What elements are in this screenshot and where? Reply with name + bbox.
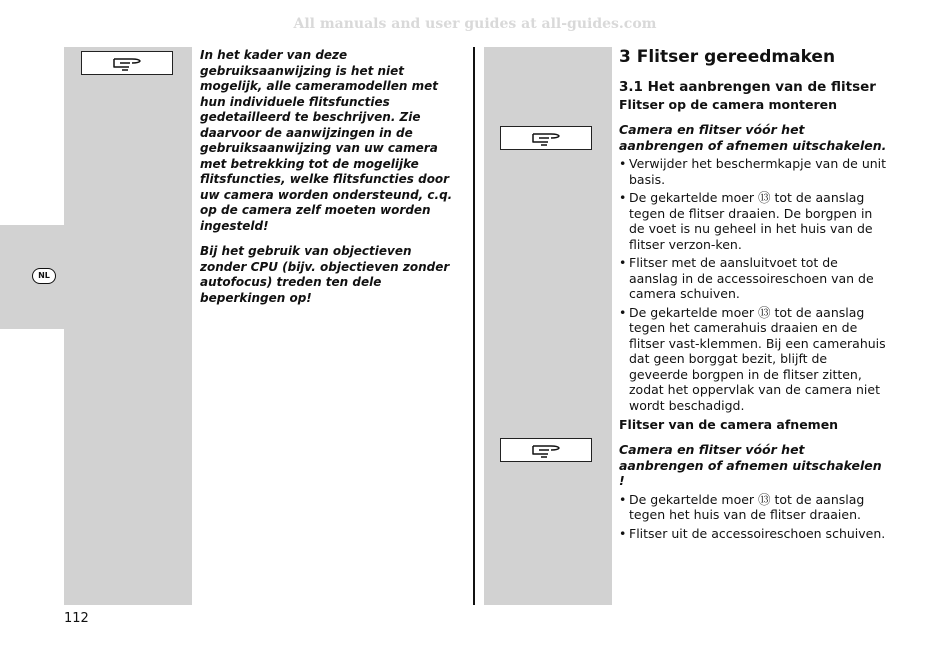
cpu-lens-note: Bij het gebruik van objectieven zonder CPU (bijv. objectieven zonder autofocus) treden ten dele beperkingen op! [200, 244, 450, 305]
left-margin-column [64, 47, 192, 605]
list-item: • De gekartelde moer ⑬ tot de aanslag tegen het camerahuis draaien en de flitser vast-klemmen. Bij een camerahuis dat geen borggat bezit, blijft de geveerde borgpen in de flitser zitten, zodat het oppervlak van de camera niet wordt beschadigd. [619, 305, 887, 414]
language-badge: NL [32, 268, 56, 284]
remove-heading: Flitser van de camera afnemen [619, 417, 839, 432]
pointing-hand-icon [531, 130, 563, 146]
mount-heading: Flitser op de camera monteren [619, 97, 837, 112]
note-hand-icon-box-mount [500, 126, 592, 150]
watermark: All manuals and user guides at all-guides.com [293, 16, 657, 32]
left-notes [200, 48, 462, 316]
mount-note: Camera en flitser vóór het aanbrengen of afnemen uitschakelen. [619, 122, 887, 153]
list-item: • Flitser uit de accessoireschoen schuiven. [619, 526, 887, 542]
list-item: • De gekartelde moer ⑬ tot de aanslag tegen de flitser draaien. De borgpen in de voet is nu geheel in het huis van de flitser verzon-ken. [619, 190, 887, 252]
page-divider [473, 47, 475, 605]
note-hand-icon-box-remove [500, 438, 592, 462]
note-hand-icon-box-left [81, 51, 173, 75]
remove-steps [619, 492, 887, 542]
list-item: • Verwijder het beschermkapje van de unit basis. [619, 156, 887, 187]
mount-steps [619, 156, 887, 413]
remove-note: Camera en flitser vóór het aanbrengen of afnemen uitschakelen ! [619, 442, 882, 488]
pointing-hand-icon [531, 442, 563, 458]
right-content [619, 47, 887, 544]
section-title: 3 Flitser gereedmaken [619, 47, 836, 67]
page-number: 112 [64, 611, 89, 626]
camera-models-note: In het kader van deze gebruiksaanwijzing is het niet mogelijk, alle cameramodellen met hun individuele flitsfuncties gedetailleerd te beschrijven. Zie daarvoor de aanwijzingen in de gebruiksaanwijzing van uw camera met betrekking tot de mogelijke flitsfuncties, welke flitsfuncties door uw camera worden ondersteund, c.q. op de camera zelf moeten worden ingesteld! [200, 48, 453, 233]
subsection-title: 3.1 Het aanbrengen van de flitser [619, 79, 876, 95]
list-item: • Flitser met de aansluitvoet tot de aanslag in de accessoireschoen van de camera schuiven. [619, 255, 887, 302]
list-item: • De gekartelde moer ⑬ tot de aanslag tegen het huis van de flitser draaien. [619, 492, 887, 523]
pointing-hand-icon [112, 55, 144, 71]
